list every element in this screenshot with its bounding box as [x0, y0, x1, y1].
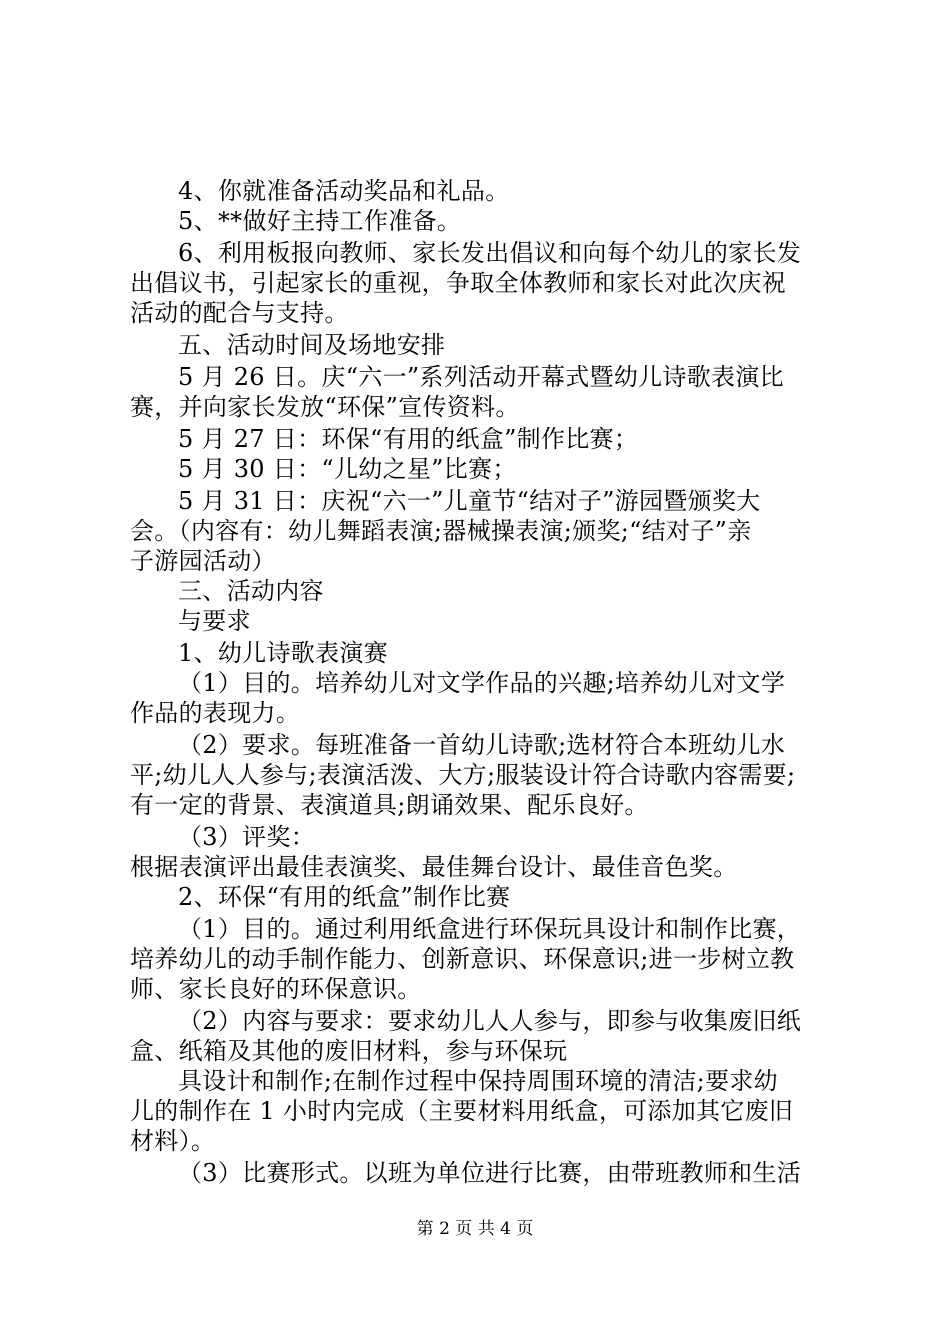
text-line: 材料）。: [130, 1127, 216, 1155]
text-line: （1）目的。通过利用纸盒进行环保玩具设计和制作比赛，: [178, 915, 802, 943]
text-line: 培养幼儿的动手制作能力、创新意识、环保意识;进一步树立教: [130, 945, 795, 973]
text-line: 活动的配合与支持。: [130, 299, 349, 327]
text-line: 会。（内容有：幼儿舞蹈表演;器械操表演;颁奖;“结对子”亲: [130, 517, 752, 545]
text-line: 出倡议书，引起家长的重视，争取全体教师和家长对此次庆祝: [130, 269, 787, 297]
section-heading: 与要求: [178, 607, 251, 635]
text-line: 5 月 31 日：庆祝“六一”儿童节“结对子”游园暨颁奖大: [178, 487, 761, 515]
text-line: 作品的表现力。: [130, 699, 301, 727]
text-line: 赛，并向家长发放“环保”宣传资料。: [130, 393, 520, 421]
text-line: 5 月 27 日：环保“有用的纸盒”制作比赛；: [178, 425, 639, 453]
text-line: 6、利用板报向教师、家长发出倡议和向每个幼儿的家长发: [178, 239, 802, 267]
text-line: 儿的制作在 1 小时内完成（主要材料用纸盒，可添加其它废旧: [130, 1097, 794, 1125]
text-line: 根据表演评出最佳表演奖、最佳舞台设计、最佳音色奖。: [130, 853, 738, 881]
text-line: 平;幼儿人人参与;表演活泼、大方;服装设计符合诗歌内容需要;: [130, 761, 796, 789]
text-line: 子游园活动）: [130, 547, 276, 575]
text-line: （2）要求。每班准备一首幼儿诗歌;选材符合本班幼儿水: [178, 731, 786, 759]
page-number-footer: 第 2 页 共 4 页: [416, 1219, 534, 1239]
text-line: （3）比赛形式。以班为单位进行比赛，由带班教师和生活: [178, 1159, 802, 1187]
section-heading: 五、活动时间及场地安排: [178, 331, 446, 359]
text-line: （1）目的。培养幼儿对文学作品的兴趣;培养幼儿对文学: [178, 669, 786, 697]
text-line: 盒、纸箱及其他的废旧材料，参与环保玩: [130, 1037, 568, 1065]
text-line: （3）评奖：: [178, 823, 316, 851]
subsection-heading: 1、幼儿诗歌表演赛: [178, 639, 388, 667]
text-line: 5 月 26 日。庆“六一”系列活动开幕式暨幼儿诗歌表演比: [178, 363, 784, 391]
section-heading: 三、活动内容: [178, 577, 324, 605]
text-line: 5、**做好主持工作准备。: [178, 207, 462, 235]
text-line: 5 月 30 日：“儿幼之星”比赛；: [178, 455, 517, 483]
text-line: 有一定的背景、表演道具;朗诵效果、配乐良好。: [130, 791, 649, 819]
subsection-heading: 2、环保“有用的纸盒”制作比赛: [178, 883, 511, 911]
text-line: （2）内容与要求：要求幼儿人人参与，即参与收集废旧纸: [178, 1007, 802, 1035]
text-line: 师、家长良好的环保意识。: [130, 975, 422, 1003]
text-line: 4、你就准备活动奖品和礼品。: [178, 177, 510, 205]
text-line: 具设计和制作;在制作过程中保持周围环境的清洁;要求幼: [178, 1067, 778, 1095]
